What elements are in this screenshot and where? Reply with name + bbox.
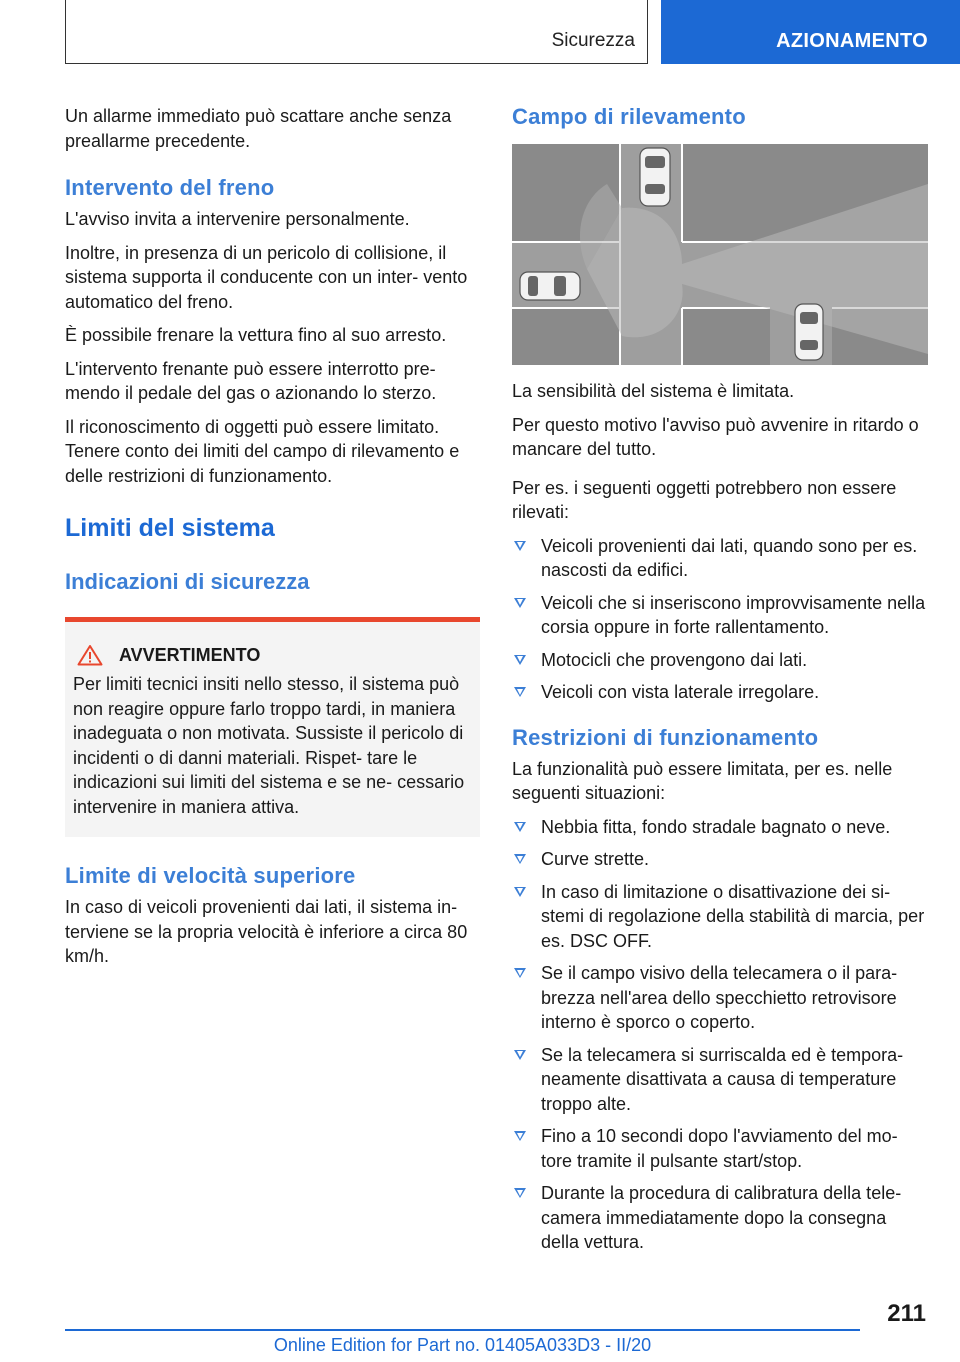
- bullet-triangle-icon: [514, 1188, 526, 1198]
- list-item: Se la telecamera si surriscalda ed è tempora‐ neamente disattivata a causa di temperature troppo alte.: [512, 1043, 928, 1117]
- warning-title-row: [73, 644, 470, 666]
- speed-heading: Limite di velocità superiore: [65, 863, 356, 888]
- list-item: Veicoli che si inseriscono improvvisamente nella corsia oppure in forte rallentamento.: [512, 591, 928, 640]
- brake-paragraph: È possibile frenare la vettura fino al suo arresto.: [65, 325, 447, 345]
- section-title: Sicurezza: [551, 30, 635, 51]
- list-item: Veicoli con vista laterale irregolare.: [512, 680, 928, 705]
- bullet-triangle-icon: [514, 887, 526, 897]
- bullet-triangle-icon: [514, 1131, 526, 1141]
- range-paragraph: Per questo motivo l'avviso può avvenire in ritardo o mancare del tutto.: [512, 414, 919, 459]
- objects-list: [512, 534, 928, 705]
- bullet-triangle-icon: [514, 968, 526, 978]
- brake-paragraph: Il riconoscimento di oggetti può essere limitato. Tenere conto dei limiti del campo di rilevamento e delle restrizioni di funzionamento.: [65, 416, 460, 486]
- left-column: [65, 104, 480, 978]
- bullet-triangle-icon: [514, 1050, 526, 1060]
- bullet-triangle-icon: [514, 541, 526, 551]
- warning-title: AVVERTIMENTO: [119, 644, 261, 665]
- bullet-triangle-icon: [514, 655, 526, 665]
- list-item: Durante la procedura di calibratura della tele‐ camera immediatamente dopo la consegna della vettura.: [512, 1181, 928, 1255]
- detection-range-illustration: [512, 144, 928, 365]
- warning-text: Per limiti tecnici insiti nello stesso, il sistema può non reagire oppure farlo troppo tardi, in maniera inadeguata o non motivata. Sussiste il pericolo di incidenti o di danni materiali. Rispet‐ tare le indicazioni sui limiti del sistema e se ne‐ cessario intervenire in maniera attiva.: [73, 674, 465, 817]
- header-chapter-tab: [661, 0, 960, 64]
- header-section-box: [65, 0, 648, 64]
- warning-triangle-icon: [77, 644, 103, 666]
- list-item: Curve strette.: [512, 847, 928, 872]
- brake-paragraph: L'intervento frenante può essere interrotto pre‐ mendo il pedale del gas o azionando lo sterzo.: [65, 358, 437, 403]
- list-item: Motocicli che provengono dai lati.: [512, 648, 928, 673]
- chapter-title: AZIONAMENTO: [776, 30, 928, 52]
- list-item: Veicoli provenienti dai lati, quando sono per es. nascosti da edifici.: [512, 534, 928, 583]
- bullet-triangle-icon: [514, 822, 526, 832]
- restrictions-intro: La funzionalità può essere limitata, per es. nelle seguenti situazioni:: [512, 758, 893, 803]
- speed-text: In caso di veicoli provenienti dai lati, il sistema in‐ terviene se la propria velocità è inferiore a circa 80 km/h.: [65, 897, 468, 966]
- bullet-triangle-icon: [514, 598, 526, 608]
- range-heading: Campo di rilevamento: [512, 104, 746, 129]
- brake-paragraph: Inoltre, in presenza di un pericolo di collisione, il sistema supporta il conducente con un inter‐ vento automatico del freno.: [65, 242, 468, 312]
- warning-box: [65, 617, 480, 837]
- list-item: Se il campo visivo della telecamera o il para‐ brezza nell'area dello specchietto retrovisore interno è sporco o coperto.: [512, 961, 928, 1035]
- page-number: 211: [887, 1300, 926, 1327]
- restrictions-list: [512, 815, 928, 1255]
- bullet-triangle-icon: [514, 687, 526, 697]
- list-item: In caso di limitazione o disattivazione dei si‐ stemi di regolazione della stabilità di marcia, per es. DSC OFF.: [512, 880, 928, 954]
- range-paragraph: La sensibilità del sistema è limitata.: [512, 381, 795, 401]
- edition-footer: Online Edition for Part no. 01405A033D3 - II/20: [273, 1335, 652, 1355]
- right-column: [512, 104, 928, 1263]
- brake-heading: Intervento del freno: [65, 175, 275, 200]
- footer-divider: [65, 1329, 860, 1331]
- bullet-triangle-icon: [514, 854, 526, 864]
- objects-intro: Per es. i seguenti oggetti potrebbero non essere rilevati:: [512, 477, 897, 522]
- safety-heading: Indicazioni di sicurezza: [65, 569, 310, 594]
- list-item: Fino a 10 secondi dopo l'avviamento del mo‐ tore tramite il pulsante start/stop.: [512, 1124, 928, 1173]
- brake-paragraph: L'avviso invita a intervenire personalmente.: [65, 209, 410, 229]
- limits-heading: Limiti del sistema: [65, 514, 275, 542]
- list-item: Nebbia fitta, fondo stradale bagnato o neve.: [512, 815, 928, 840]
- restrictions-heading: Restrizioni di funzionamento: [512, 724, 819, 750]
- intro-text: Un allarme immediato può scattare anche senza preallarme precedente.: [65, 106, 452, 151]
